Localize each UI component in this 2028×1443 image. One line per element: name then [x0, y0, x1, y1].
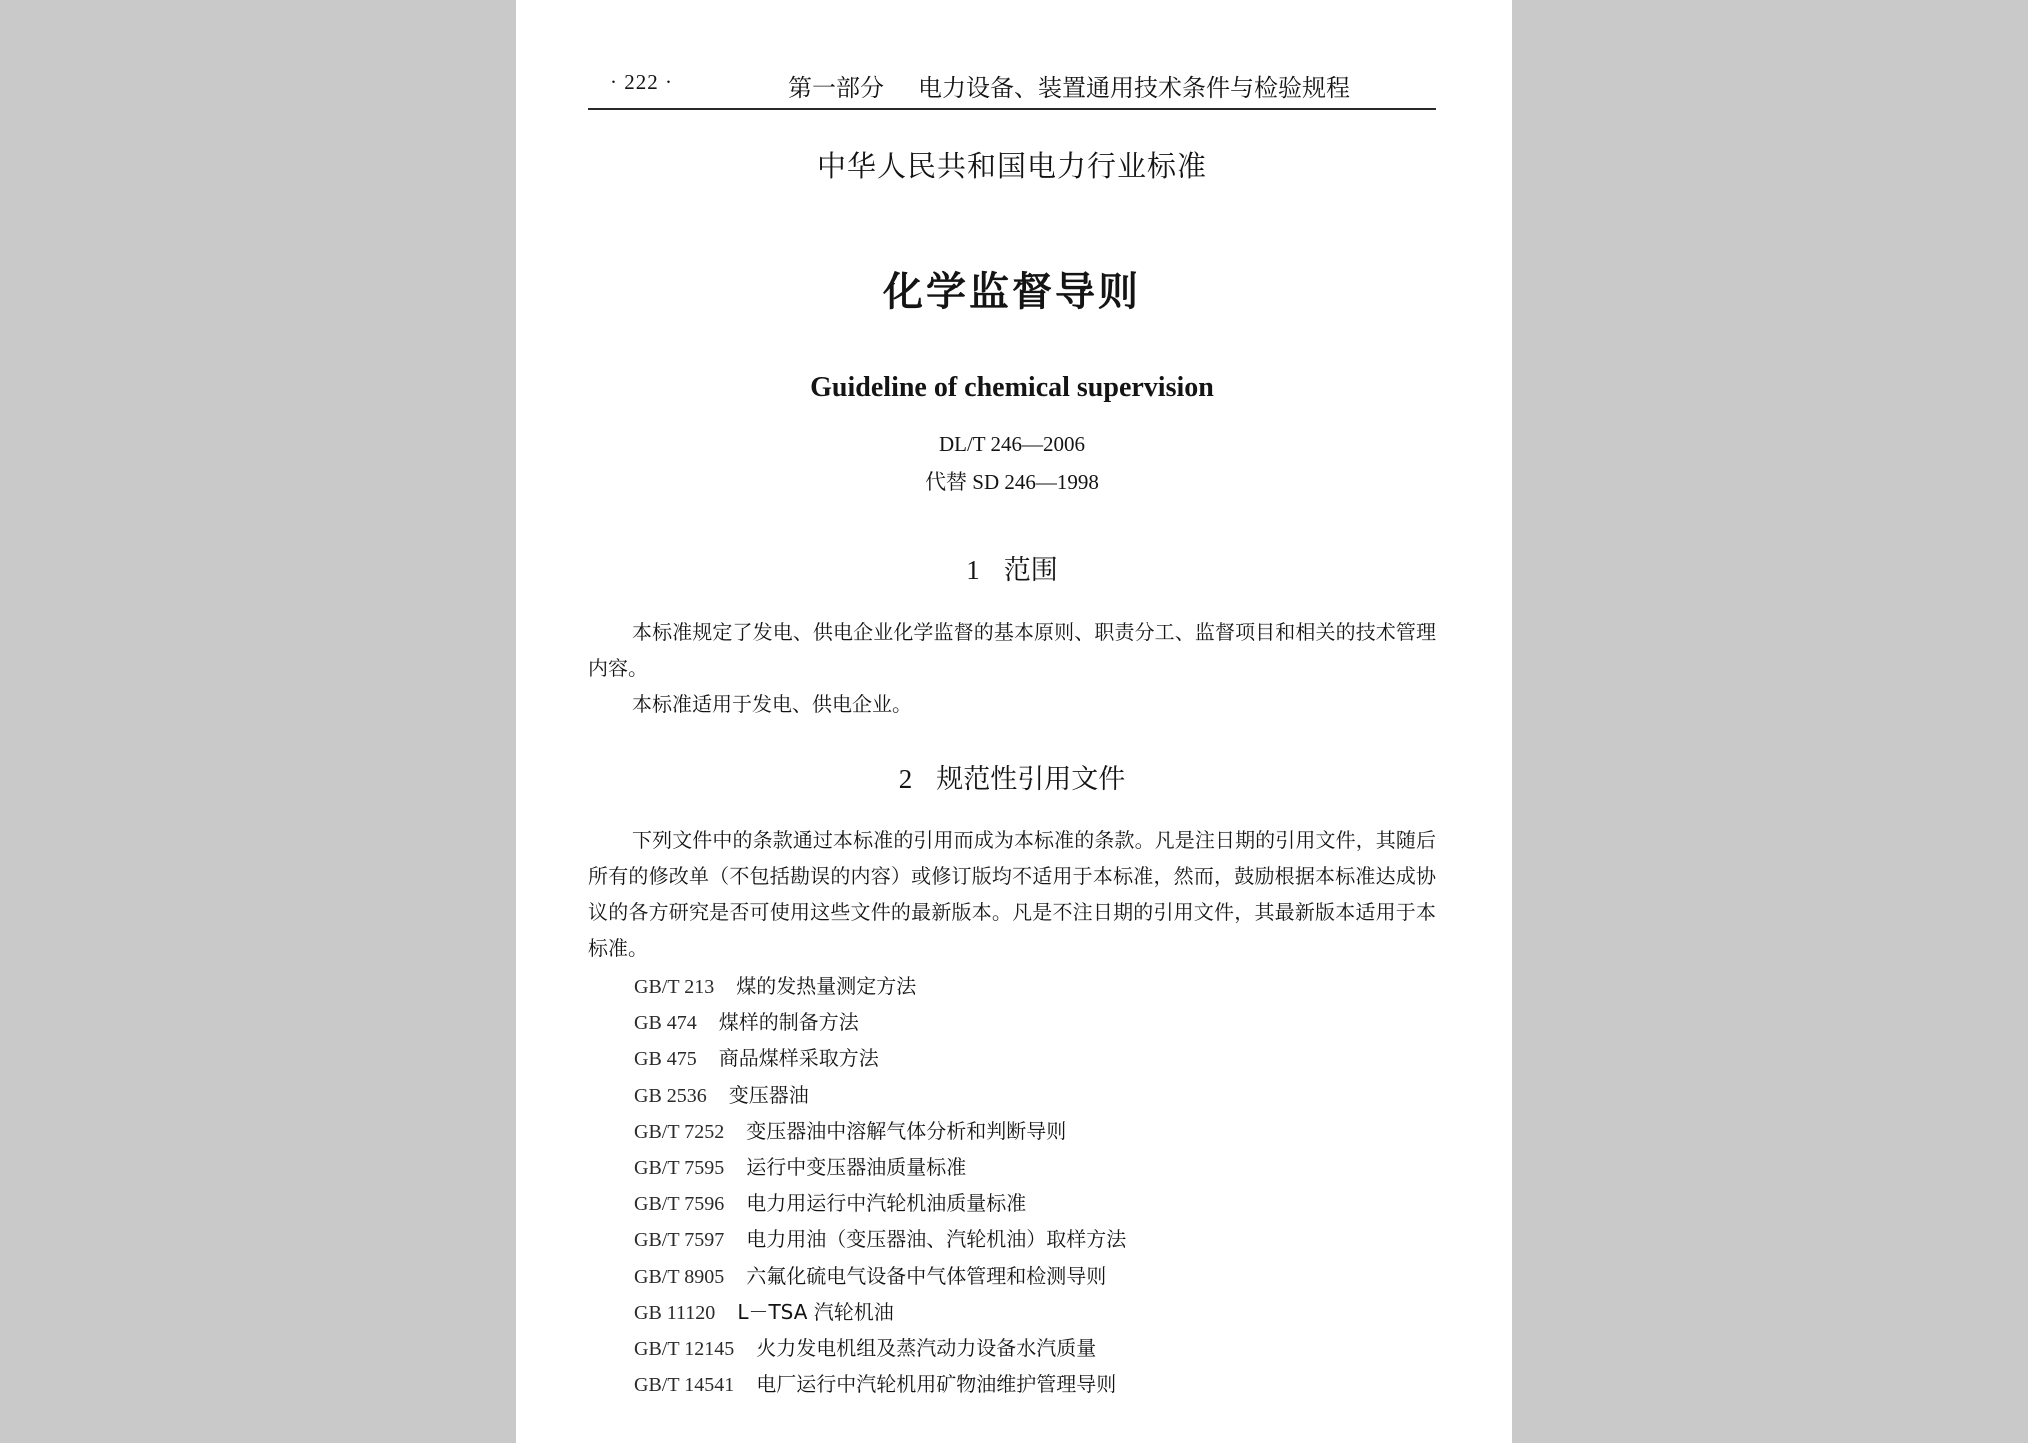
reference-list — [634, 968, 1434, 1402]
section-number: 2 — [898, 764, 913, 794]
document-title-cn: 化学监督导则 — [883, 269, 1141, 315]
reference-title: 煤样的制备方法 — [718, 1010, 859, 1035]
reference-code: GB/T 14541 — [634, 1374, 735, 1397]
reference-code: GB/T 12145 — [634, 1337, 735, 1360]
reference-item — [634, 1185, 1434, 1221]
scope-paragraph: 本标准适用于发电、供电企业。 — [632, 692, 912, 716]
running-header — [588, 64, 1436, 110]
reference-item — [634, 1040, 1434, 1076]
reference-code: GB/T 7596 — [634, 1193, 725, 1216]
document-page — [516, 0, 1512, 1443]
reference-title: 运行中变压器油质量标准 — [746, 1154, 967, 1179]
reference-code: GB/T 213 — [634, 976, 715, 998]
reference-title: 商品煤样采取方法 — [718, 1046, 879, 1071]
reference-item — [634, 1221, 1434, 1257]
part-subject: 电力设备、装置通用技术条件与检验规程 — [918, 74, 1350, 102]
reference-code: GB 475 — [634, 1048, 697, 1071]
replaced-standard: 代替 SD 246—1998 — [925, 470, 1099, 494]
reference-item — [634, 1294, 1434, 1330]
reference-code: GB 2536 — [634, 1084, 707, 1107]
references-intro-paragraph: 下列文件中的条款通过本标准的引用而成为本标准的条款。凡是注日期的引用文件，其随后所有的修改单（不包括勘误的内容）或修订版均不适用于本标准，然而，鼓励根据本标准达成协议的各方研究是否可使用这些文件的最新版本。凡是不注日期的引用文件，其最新版本适用于本标准。 — [588, 828, 1436, 960]
section-heading-normative-references — [588, 757, 1436, 796]
reference-title: 煤的发热量测定方法 — [736, 974, 917, 998]
reference-title: 电力用运行中汽轮机油质量标准 — [746, 1191, 1027, 1216]
reference-code: GB/T 7597 — [634, 1229, 725, 1252]
reference-title: 电厂运行中汽轮机用矿物油维护管理导则 — [756, 1372, 1117, 1397]
part-label: 第一部分 — [788, 74, 884, 102]
reference-code: GB 11120 — [634, 1301, 716, 1324]
reference-item — [634, 1077, 1434, 1113]
reference-item — [634, 1366, 1434, 1402]
reference-title: 变压器油 — [728, 1082, 809, 1107]
reference-code: GB/T 7595 — [634, 1156, 725, 1179]
section-heading-scope — [588, 548, 1436, 587]
section-title: 范围 — [1003, 555, 1058, 586]
standard-number: DL/T 246—2006 — [938, 432, 1086, 456]
page-number: · 222 · — [610, 70, 673, 94]
reference-title: 火力发电机组及蒸汽动力设备水汽质量 — [756, 1335, 1097, 1360]
reference-item — [634, 968, 1434, 1004]
reference-title: 六氟化硫电气设备中气体管理和检测导则 — [746, 1263, 1107, 1288]
section-number: 1 — [966, 555, 980, 585]
reference-code: GB/T 8905 — [634, 1265, 725, 1288]
reference-code: GB/T 7252 — [634, 1120, 725, 1143]
reference-item — [634, 1258, 1434, 1294]
reference-code: GB 474 — [634, 1012, 697, 1035]
document-title-en: Guideline of chemical supervision — [810, 372, 1214, 403]
reference-title: L－TSA 汽轮机油 — [737, 1299, 894, 1324]
reference-title: 电力用油（变压器油、汽轮机油）取样方法 — [746, 1227, 1127, 1252]
reference-item — [634, 1004, 1434, 1040]
reference-item — [634, 1330, 1434, 1366]
section-title: 规范性引用文件 — [936, 764, 1126, 795]
industry-standard-line: 中华人民共和国电力行业标准 — [816, 149, 1207, 183]
reference-title: 变压器油中溶解气体分析和判断导则 — [746, 1118, 1067, 1143]
reference-item — [634, 1149, 1434, 1185]
reference-item — [634, 1113, 1434, 1149]
scope-paragraph: 本标准规定了发电、供电企业化学监督的基本原则、职责分工、监督项目和相关的技术管理内容。 — [588, 620, 1436, 680]
